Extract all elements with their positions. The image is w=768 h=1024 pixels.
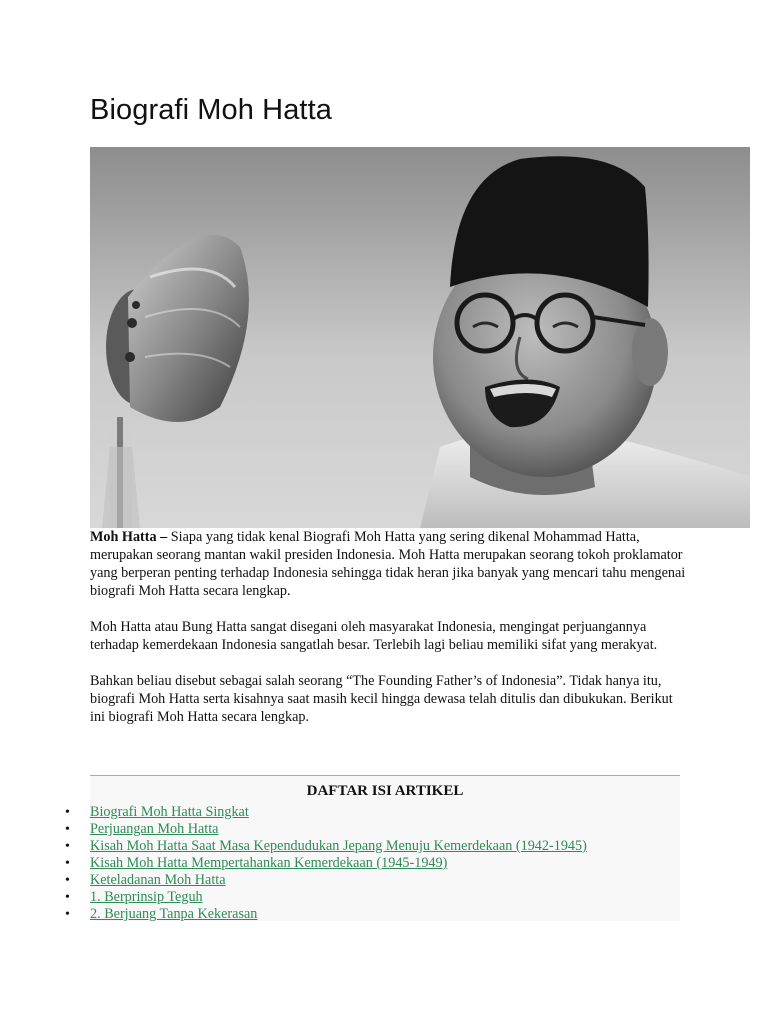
- toc-link-biografi-singkat[interactable]: Biografi Moh Hatta Singkat: [90, 804, 249, 820]
- toc-title: DAFTAR ISI ARTIKEL: [306, 783, 464, 799]
- toc-bullet: •: [65, 873, 70, 888]
- toc-item: [65, 838, 680, 855]
- article-paragraph-2: Moh Hatta atau Bung Hatta sangat disegani oleh masyarakat Indonesia, mengingat perjuangannya terhadap kemerdekaan Indonesia sangatlah besar. Terlebih lagi beliau memiliki sifat yang merakyat.: [90, 619, 658, 653]
- toc-link-berjuang-tanpa-kekerasan[interactable]: 2. Berjuang Tanpa Kekerasan: [90, 906, 258, 922]
- article-photo: [90, 147, 750, 528]
- toc-item: [65, 889, 680, 906]
- article-intro-text: Siapa yang tidak kenal Biografi Moh Hatta yang sering dikenal Mohammad Hatta, merupakan seorang mantan wakil presiden Indonesia. Moh Hatta merupakan seorang tokoh proklamator yang berperan penting terhadap Indonesia sehingga tidak heran jika banyak yang mencari tahu mengenai biografi Moh Hatta secara lengkap.: [90, 529, 686, 599]
- toc-item: [65, 906, 680, 923]
- toc-bullet: •: [65, 890, 70, 905]
- toc-list: [65, 804, 680, 923]
- toc-bullet: •: [65, 822, 70, 837]
- toc-item: [65, 855, 680, 872]
- toc-link-keteladanan[interactable]: Keteladanan Moh Hatta: [90, 872, 226, 888]
- toc-link-mempertahankan-kemerdekaan[interactable]: Kisah Moh Hatta Mempertahankan Kemerdekaan (1945-1949): [90, 855, 448, 871]
- article-lead-term: Moh Hatta –: [90, 529, 168, 545]
- page-title: Biografi Moh Hatta: [90, 94, 332, 126]
- toc-bullet: •: [65, 805, 70, 820]
- article-paragraph-3: Bahkan beliau disebut sebagai salah seorang “The Founding Father’s of Indonesia”. Tidak hanya itu, biografi Moh Hatta serta kisahnya saat masih kecil hingga dewasa telah ditulis dan dibukukan. Berikut ini biografi Moh Hatta secara lengkap.: [90, 673, 673, 725]
- toc-item: [65, 872, 680, 889]
- toc-link-perjuangan[interactable]: Perjuangan Moh Hatta: [90, 821, 219, 837]
- article-paragraph-intro: [90, 528, 690, 600]
- toc-bullet: •: [65, 907, 70, 922]
- toc-link-masa-jepang[interactable]: Kisah Moh Hatta Saat Masa Kependudukan Jepang Menuju Kemerdekaan (1942-1945): [90, 838, 587, 854]
- toc-link-berprinsip-teguh[interactable]: 1. Berprinsip Teguh: [90, 889, 203, 905]
- toc-item: [65, 804, 680, 821]
- toc-bullet: •: [65, 839, 70, 854]
- toc-item: [65, 821, 680, 838]
- toc-bullet: •: [65, 856, 70, 871]
- article-body: [90, 528, 690, 744]
- table-of-contents: [65, 775, 680, 922]
